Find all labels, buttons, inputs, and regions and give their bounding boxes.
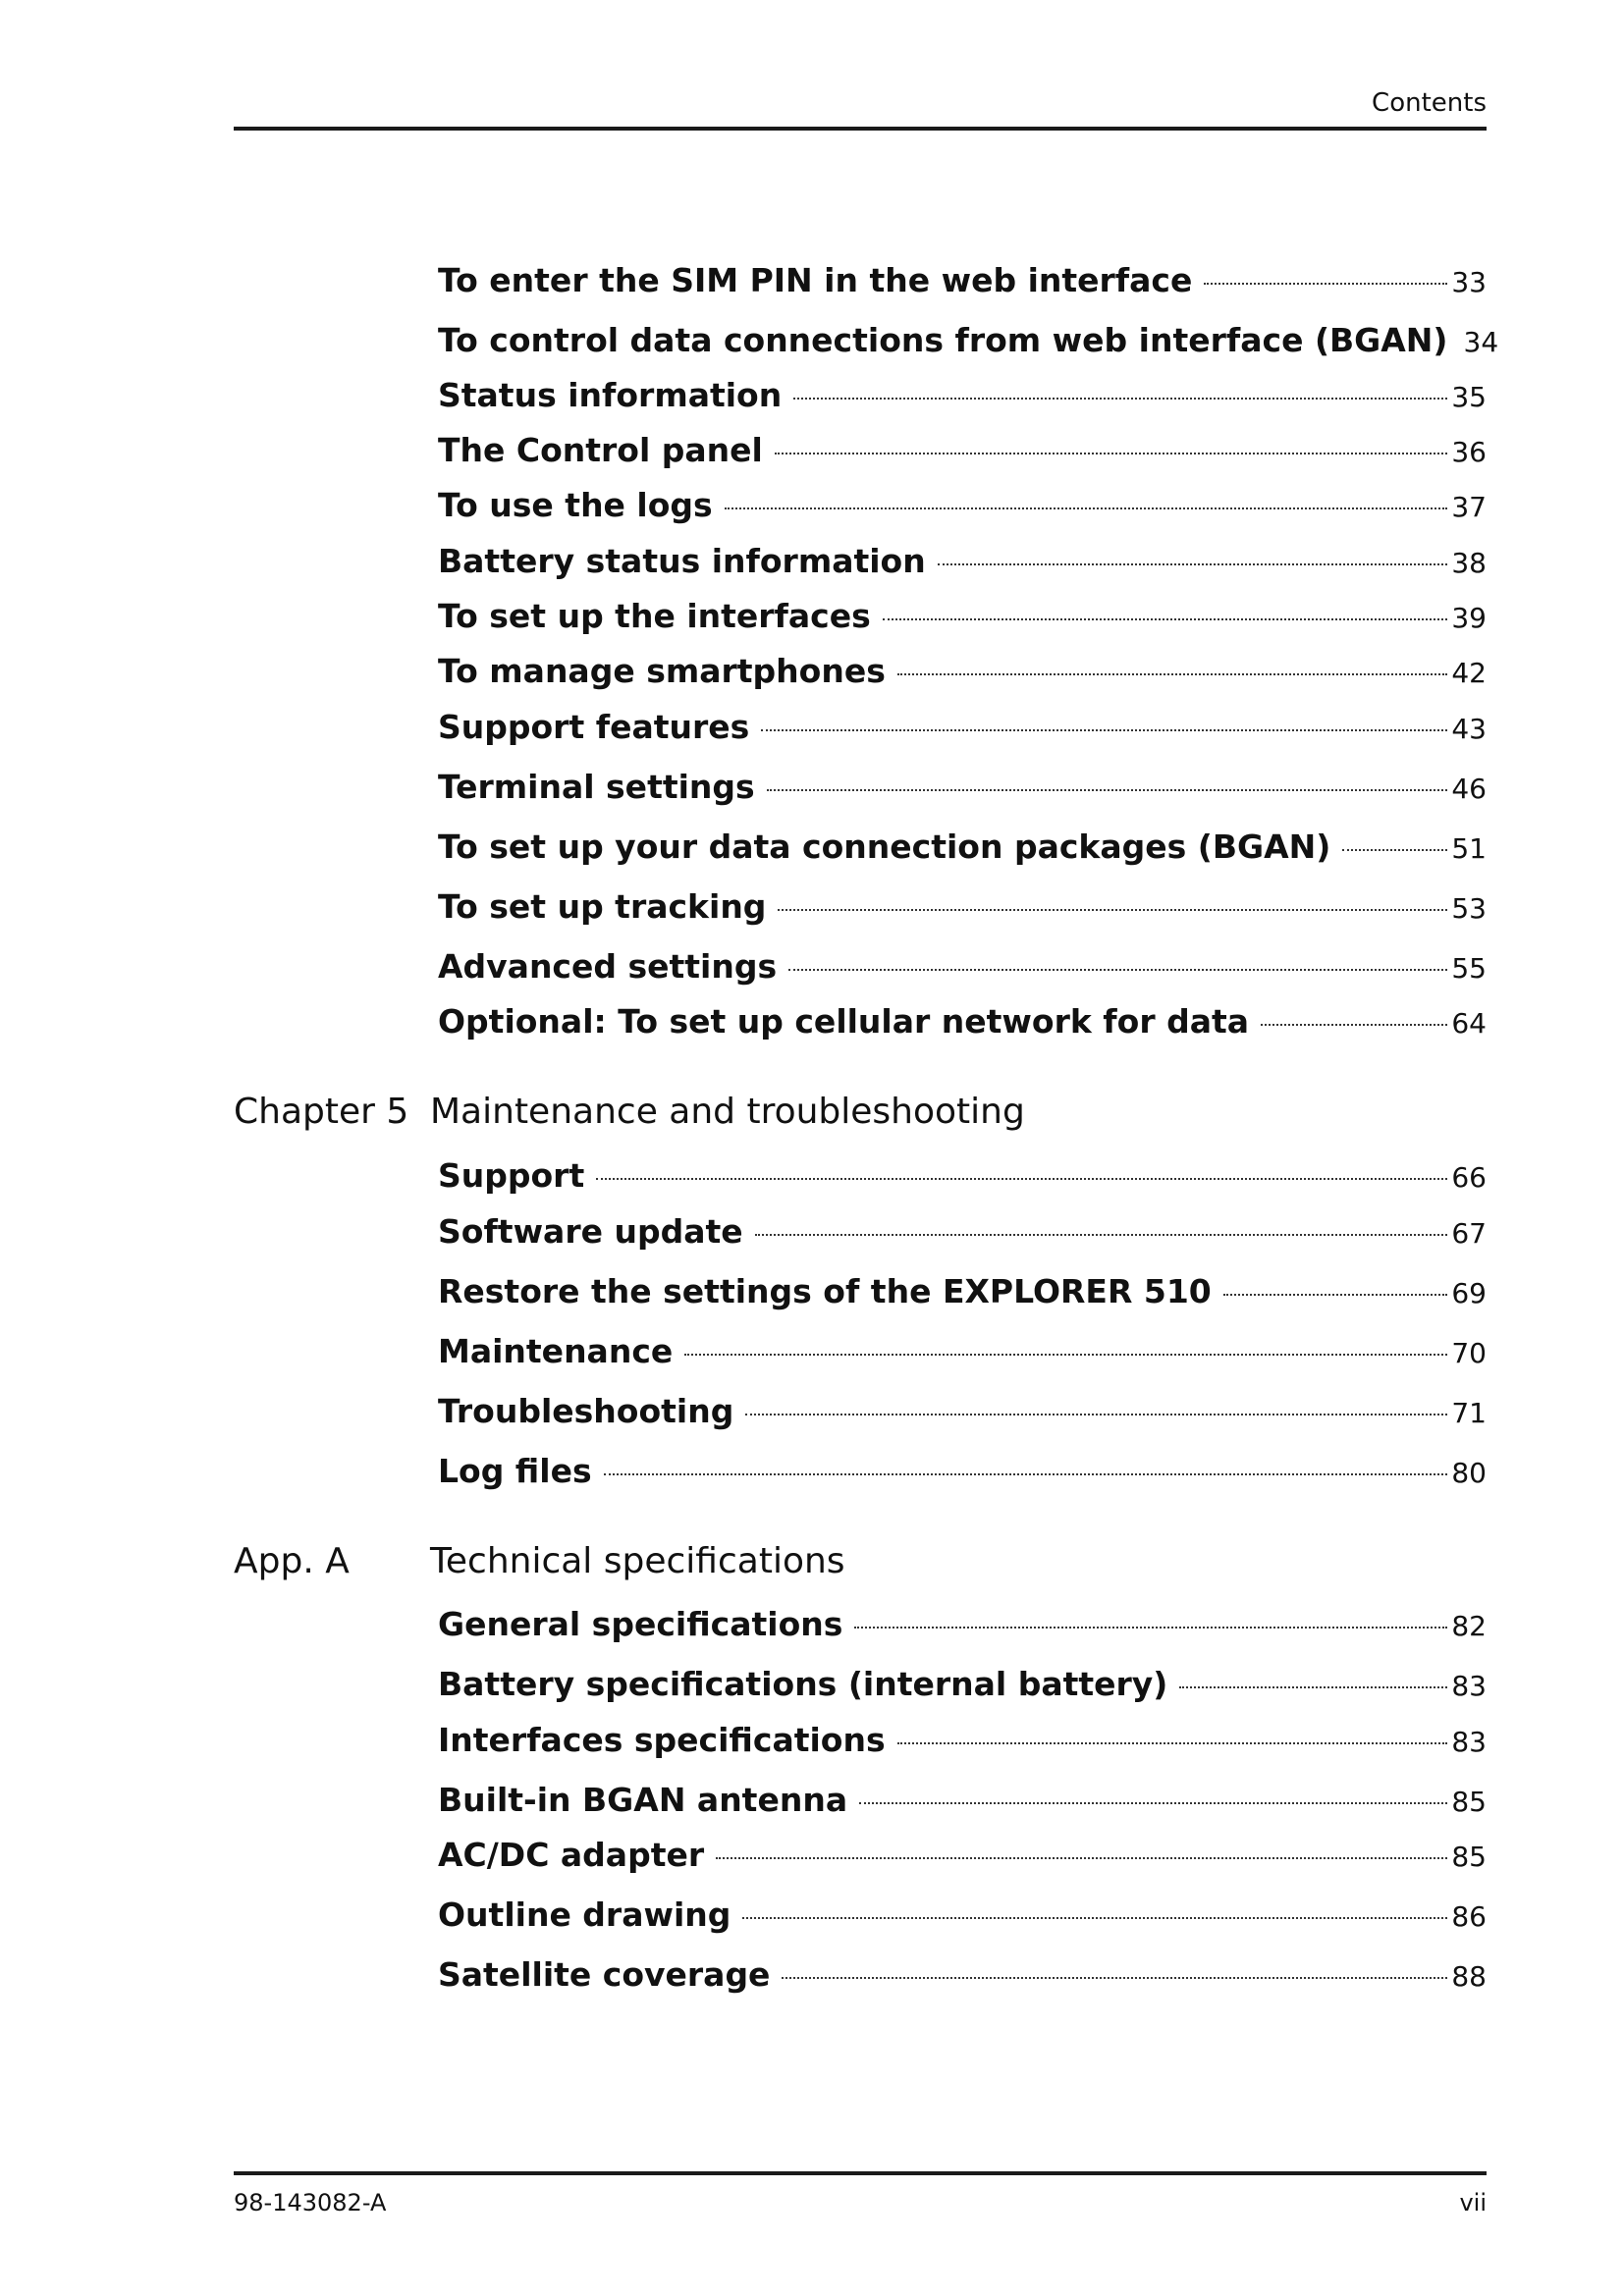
toc-entry-title: To use the logs: [438, 486, 713, 524]
toc-entry-page: 70: [1451, 1337, 1487, 1369]
toc-entry-title: To set up tracking: [438, 887, 767, 926]
toc-entry-page: 51: [1451, 832, 1487, 865]
page-number: vii: [1459, 2189, 1487, 2216]
toc-entry-page: 35: [1451, 381, 1487, 413]
toc-entry-title: General specifications: [438, 1605, 843, 1643]
toc-entry-title: Interfaces specifications: [438, 1721, 886, 1759]
toc-entry-page: 67: [1451, 1217, 1487, 1250]
chapter-title: Maintenance and troubleshooting: [430, 1092, 1025, 1132]
toc-entry-title: Built-in BGAN antenna: [438, 1781, 848, 1819]
dot-leader: [745, 1414, 1447, 1415]
dot-leader: [761, 729, 1447, 731]
footer-rule: [234, 2171, 1487, 2175]
toc-entry[interactable]: [438, 1955, 1487, 1994]
dot-leader: [938, 563, 1448, 565]
toc-entry-title: The Control panel: [438, 431, 763, 469]
toc-entry-title: Support: [438, 1156, 585, 1195]
dot-leader: [767, 789, 1448, 791]
toc-entry-title: Battery specifications (internal battery): [438, 1665, 1168, 1703]
toc-entry-title: Terminal settings: [438, 768, 755, 806]
dot-leader: [604, 1473, 1448, 1475]
dot-leader: [1223, 1294, 1448, 1296]
toc-entry[interactable]: [438, 947, 1487, 986]
toc-entry-title: Troubleshooting: [438, 1392, 734, 1430]
toc-entry-title: To set up your data connection packages (BGAN): [438, 828, 1331, 866]
toc-entry-page: 82: [1451, 1610, 1487, 1642]
toc-entry-page: 85: [1451, 1786, 1487, 1818]
chapter-heading[interactable]: [234, 1092, 1025, 1132]
toc-entry-page: 80: [1451, 1457, 1487, 1489]
toc-entry[interactable]: [438, 321, 1499, 359]
dot-leader: [793, 398, 1447, 400]
toc-entry-page: 53: [1451, 892, 1487, 925]
toc-entry[interactable]: [438, 431, 1487, 469]
toc-entry[interactable]: [438, 652, 1487, 690]
toc-entry[interactable]: [438, 1836, 1487, 1874]
toc-entry[interactable]: [438, 1665, 1487, 1703]
dot-leader: [684, 1354, 1447, 1356]
toc-entry-title: Optional: To set up cellular network for data: [438, 1002, 1250, 1041]
toc-entry[interactable]: [438, 597, 1487, 635]
appendix-heading[interactable]: [234, 1541, 845, 1581]
toc-entry[interactable]: [438, 486, 1487, 524]
toc-entry-title: Software update: [438, 1212, 743, 1251]
dot-leader: [897, 1742, 1448, 1744]
toc-entry-page: 36: [1451, 436, 1487, 468]
toc-entry-page: 71: [1451, 1397, 1487, 1429]
running-header: Contents: [1372, 88, 1487, 118]
toc-entry-page: 85: [1451, 1841, 1487, 1873]
toc-entry[interactable]: [438, 768, 1487, 806]
toc-entry[interactable]: [438, 1392, 1487, 1430]
toc-entry-title: To set up the interfaces: [438, 597, 871, 635]
toc-entry-page: 86: [1451, 1900, 1487, 1933]
toc-entry-title: To enter the SIM PIN in the web interface: [438, 261, 1193, 299]
toc-entry-page: 83: [1451, 1726, 1487, 1758]
toc-entry[interactable]: [438, 1002, 1487, 1041]
toc-entry[interactable]: [438, 1272, 1487, 1310]
toc-entry-title: Satellite coverage: [438, 1955, 771, 1994]
toc-entry-title: Battery status information: [438, 542, 926, 580]
toc-entry-title: Restore the settings of the EXPLORER 510: [438, 1272, 1212, 1310]
toc-entry-page: 88: [1451, 1960, 1487, 1993]
dot-leader: [755, 1234, 1448, 1236]
toc-entry[interactable]: [438, 1781, 1487, 1819]
toc-entry-title: AC/DC adapter: [438, 1836, 705, 1874]
dot-leader: [859, 1802, 1447, 1804]
dot-leader: [854, 1627, 1447, 1629]
dot-leader: [775, 453, 1448, 454]
appendix-label: App. A: [234, 1541, 350, 1581]
toc-entry-title: Advanced settings: [438, 947, 778, 986]
toc-entry[interactable]: [438, 1896, 1487, 1934]
dot-leader: [1261, 1024, 1447, 1026]
toc-entry-page: 34: [1463, 326, 1499, 358]
toc-entry-title: To manage smartphones: [438, 652, 886, 690]
toc-entry-page: 69: [1451, 1277, 1487, 1309]
toc-entry[interactable]: [438, 1156, 1487, 1195]
toc-entry-title: Support features: [438, 708, 750, 746]
toc-entry[interactable]: [438, 1721, 1487, 1759]
dot-leader: [897, 673, 1448, 675]
toc-entry-page: 43: [1451, 713, 1487, 745]
chapter-label: Chapter 5: [234, 1092, 409, 1132]
toc-entry-page: 66: [1451, 1161, 1487, 1194]
dot-leader: [742, 1917, 1447, 1919]
toc-entry-page: 33: [1451, 266, 1487, 298]
toc-entry-title: Maintenance: [438, 1332, 674, 1370]
toc-entry[interactable]: [438, 708, 1487, 746]
toc-entry[interactable]: [438, 376, 1487, 414]
dot-leader: [1179, 1686, 1447, 1688]
dot-leader: [1204, 283, 1447, 285]
toc-entry[interactable]: [438, 887, 1487, 926]
toc-entry[interactable]: [438, 542, 1487, 580]
dot-leader: [1342, 849, 1447, 851]
toc-entry-page: 37: [1451, 491, 1487, 523]
dot-leader: [596, 1178, 1447, 1180]
toc-entry-page: 64: [1451, 1007, 1487, 1040]
dot-leader: [782, 1977, 1447, 1979]
toc-entry-page: 39: [1451, 602, 1487, 634]
toc-entry[interactable]: [438, 828, 1487, 866]
dot-leader: [725, 507, 1448, 509]
toc-entry-page: 42: [1451, 657, 1487, 689]
toc-entry[interactable]: [438, 1212, 1487, 1251]
dot-leader: [883, 618, 1448, 620]
toc-entry-title: Status information: [438, 376, 783, 414]
toc-entry[interactable]: [438, 1605, 1487, 1643]
toc-entry-page: 46: [1451, 773, 1487, 805]
toc-entry[interactable]: [438, 1332, 1487, 1370]
appendix-title: Technical specifications: [430, 1541, 845, 1581]
toc-entry-page: 83: [1451, 1670, 1487, 1702]
toc-entry-title: Log files: [438, 1452, 592, 1490]
header-rule: [234, 127, 1487, 131]
document-number: 98-143082-A: [234, 2189, 387, 2216]
toc-entry-page: 38: [1451, 547, 1487, 579]
toc-entry-title: To control data connections from web interface (BGAN): [438, 321, 1448, 359]
dot-leader: [788, 969, 1447, 971]
toc-entry[interactable]: [438, 1452, 1487, 1490]
dot-leader: [716, 1857, 1447, 1859]
toc-entry-page: 55: [1451, 952, 1487, 985]
toc-entry[interactable]: [438, 261, 1487, 299]
toc-entry-title: Outline drawing: [438, 1896, 731, 1934]
dot-leader: [778, 909, 1447, 911]
